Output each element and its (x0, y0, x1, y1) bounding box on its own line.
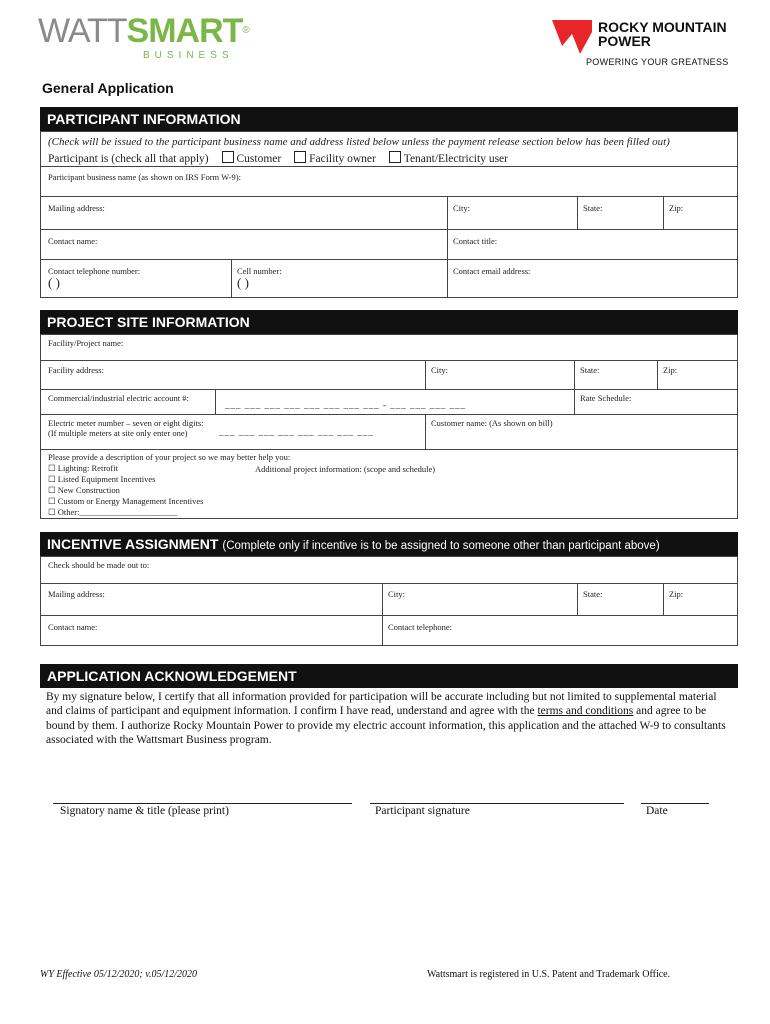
divider (447, 260, 448, 298)
account-row (41, 389, 737, 414)
rate-schedule-label: Rate Schedule: (580, 393, 632, 403)
participant-type-label: Participant is (check all that apply) (48, 153, 209, 165)
logo-registered-mark: ® (242, 25, 249, 36)
project-type-custom[interactable]: ☐ Custom or Energy Management Incentives (48, 496, 204, 506)
facility-owner-checkbox[interactable] (294, 151, 306, 163)
incentive-mailing-label: Mailing address: (48, 589, 105, 599)
zip-label: Zip: (669, 203, 684, 213)
facility-zip-label: Zip: (663, 365, 678, 375)
meter-row (41, 414, 737, 449)
acknowledgement-text-part-1: By my signature below, I certify that all information provided for participation will be accurate including but not limited to supplemental material and claims of participant and equipment information. I confirm I have read, understand and agree with the (46, 691, 717, 718)
meter-number-blanks[interactable]: ___ ___ ___ ___ ___ ___ ___ ___ (219, 427, 374, 437)
divider (447, 230, 448, 260)
footer-trademark: Wattsmart is registered in U.S. Patent and Trademark Office. (427, 969, 671, 980)
footer-version: WY Effective 05/12/2020; v.05/12/2020 (40, 969, 198, 980)
check-payable-label: Check should be made out to: (48, 560, 150, 570)
date-line[interactable] (641, 803, 709, 804)
project-type-listed-label: Listed Equipment Incentives (57, 474, 156, 484)
additional-info-label: Additional project information: (scope and schedule) (255, 464, 436, 474)
tenant-checkbox[interactable] (389, 151, 401, 163)
project-type-lighting[interactable]: ☐ Lighting: Retrofit (48, 463, 118, 473)
incentive-contact-row (41, 615, 737, 645)
divider (577, 197, 578, 230)
facility-owner-option-label: Facility owner (309, 153, 376, 165)
project-type-new-construction[interactable]: ☐ New Construction (48, 485, 120, 495)
contact-phone-label: Contact telephone number: (48, 266, 141, 276)
participant-section-heading: PARTICIPANT INFORMATION (40, 107, 738, 131)
incentive-heading-note: (Complete only if incentive is to be assigned to someone other than participant above) (222, 540, 660, 552)
divider (577, 584, 578, 616)
facility-city-label: City: (431, 365, 449, 375)
logo-smart-text: SMART (126, 12, 243, 50)
incentive-contact-name-label: Contact name: (48, 622, 98, 632)
project-type-custom-label: Custom or Energy Management Incentives (57, 496, 204, 506)
logo-tagline: POWERING YOUR GREATNESS (586, 57, 729, 67)
phone-row (41, 259, 737, 297)
divider (574, 390, 575, 415)
divider (425, 415, 426, 450)
project-description-row (41, 449, 737, 518)
project-type-other[interactable]: ☐ Other:_______________________ (48, 507, 178, 517)
incentive-zip-label: Zip: (669, 589, 684, 599)
project-type-new-construction-label: New Construction (57, 485, 120, 495)
facility-name-label: Facility/Project name: (48, 338, 124, 348)
facility-address-row (41, 360, 737, 389)
project-form-box (40, 334, 738, 519)
logo-company-name: ROCKY MOUNTAIN POWER (598, 19, 727, 49)
customer-checkbox[interactable] (222, 151, 234, 163)
business-name-field[interactable] (41, 166, 737, 196)
email-label: Contact email address: (453, 266, 531, 276)
incentive-city-label: City: (388, 589, 406, 599)
business-name-label: Participant business name (as shown on IRS Form W-9): (48, 172, 241, 182)
divider (382, 616, 383, 646)
contact-row (41, 229, 737, 259)
terms-and-conditions-link[interactable]: terms and conditions (537, 705, 634, 718)
incentive-form-box (40, 556, 738, 646)
meter-number-label: Electric meter number – seven or eight digits: (If multiple meters at site only enter one) (48, 418, 204, 438)
rocky-mountain-power-icon (552, 20, 592, 54)
tenant-option-label: Tenant/Electricity user (403, 153, 508, 165)
contact-phone-paren: ( ) (48, 275, 60, 290)
logo-business-text: BUSINESS (143, 50, 234, 61)
wattsmart-business-logo (38, 14, 278, 64)
incentive-section-heading (40, 532, 738, 556)
rocky-mountain-power-logo (552, 20, 742, 70)
incentive-address-row (41, 583, 737, 615)
incentive-contact-phone-label: Contact telephone: (388, 622, 452, 632)
divider (215, 390, 216, 415)
contact-name-label: Contact name: (48, 236, 98, 246)
logo-watt-text: WATT (38, 12, 127, 50)
divider (425, 361, 426, 390)
facility-state-label: State: (580, 365, 600, 375)
divider (447, 197, 448, 230)
signatory-name-label: Signatory name & title (please print) (60, 805, 229, 817)
acknowledgement-text-part-2: and agree to be bound by them. I authorize Rocky Mountain Power to provide my electric account information, this application and the attached W-9 to consultants associated with the Wattsmart Business program. (46, 705, 726, 746)
incentive-state-label: State: (583, 589, 603, 599)
participant-note: (Check will be issued to the participant business name and address listed below unless the payment release section below has been filled out) (48, 136, 670, 148)
divider (574, 361, 575, 390)
project-description-label: Please provide a description of your project so we may better help you: (48, 452, 291, 462)
facility-address-label: Facility address: (48, 365, 104, 375)
project-type-lighting-label: Lighting: Retrofit (57, 463, 118, 473)
project-section-heading: PROJECT SITE INFORMATION (40, 310, 738, 334)
contact-title-label: Contact title: (453, 236, 498, 246)
project-type-listed[interactable]: ☐ Listed Equipment Incentives (48, 474, 156, 484)
city-label: City: (453, 203, 471, 213)
divider (663, 197, 664, 230)
cell-number-label: Cell number: (237, 266, 282, 276)
state-label: State: (583, 203, 603, 213)
divider (231, 260, 232, 298)
account-number-blanks[interactable]: ___ ___ ___ ___ ___ ___ ___ ___ - ___ ___ ___ ___ (225, 400, 466, 410)
incentive-heading-text: INCENTIVE ASSIGNMENT (47, 536, 219, 552)
divider (382, 584, 383, 616)
signatory-name-line[interactable] (53, 803, 352, 804)
customer-name-label: Customer name: (As shown on bill) (431, 418, 553, 428)
participant-signature-line[interactable] (370, 803, 624, 804)
mailing-address-row (41, 196, 737, 229)
participant-form-box (40, 131, 738, 298)
acknowledgement-section-heading: APPLICATION ACKNOWLEDGEMENT (40, 664, 738, 688)
divider (657, 361, 658, 390)
divider (663, 584, 664, 616)
mailing-address-label: Mailing address: (48, 203, 105, 213)
cell-phone-paren: ( ) (237, 275, 249, 290)
acknowledgement-text (46, 690, 736, 747)
date-label: Date (646, 805, 668, 817)
participant-signature-label: Participant signature (375, 805, 470, 817)
page-title: General Application (42, 80, 174, 96)
project-type-other-label: Other:_______________________ (57, 507, 178, 517)
customer-option-label: Customer (236, 153, 282, 165)
participant-type-row (48, 151, 508, 164)
account-number-label: Commercial/industrial electric account #: (48, 393, 189, 403)
